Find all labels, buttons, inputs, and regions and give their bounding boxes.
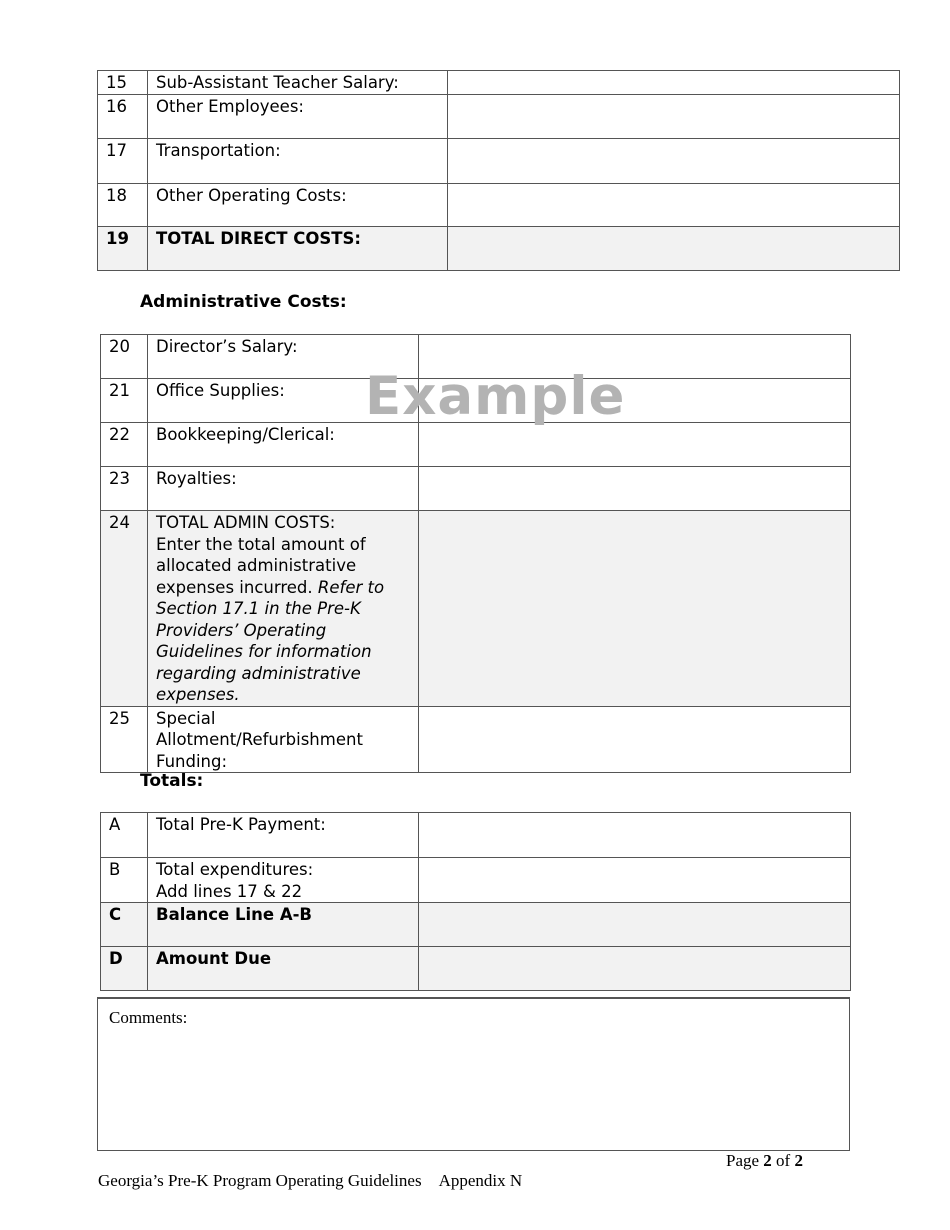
- row-label: [148, 858, 419, 903]
- row-label: Bookkeeping/Clerical:: [148, 423, 419, 467]
- amount-field[interactable]: [448, 226, 900, 270]
- table-row: [98, 138, 900, 183]
- doc-title: Georgia’s Pre-K Program Operating Guidelines: [98, 1171, 422, 1190]
- row-label: Royalties:: [148, 467, 419, 511]
- totals-heading: Totals:: [140, 771, 204, 791]
- table-row: [101, 813, 851, 858]
- total-expenditures-note: Add lines 17 & 22: [156, 881, 303, 901]
- row-label: Special Allotment/Refurbishment Funding:: [148, 706, 419, 773]
- table-row: [101, 467, 851, 511]
- amount-field[interactable]: [419, 947, 851, 991]
- row-number: 21: [101, 379, 148, 423]
- row-label: Other Employees:: [148, 94, 448, 138]
- total-admin-reference: Refer to Section 17.1 in the Pre-K Providers’ Operating Guidelines for information regarding administrative expenses.: [156, 577, 385, 704]
- row-letter: C: [101, 903, 148, 947]
- table-row: [101, 423, 851, 467]
- amount-field[interactable]: [448, 94, 900, 138]
- watermark: Example: [365, 366, 626, 427]
- row-number: 25: [101, 706, 148, 773]
- row-label: Total Pre-K Payment:: [148, 813, 419, 858]
- table-row: [98, 226, 900, 270]
- row-number: 16: [98, 94, 148, 138]
- row-number: 18: [98, 183, 148, 226]
- row-number: 20: [101, 335, 148, 379]
- appendix-label: Appendix N: [438, 1171, 523, 1190]
- row-number: 19: [98, 226, 148, 270]
- row-label: Director’s Salary:: [148, 335, 419, 379]
- table-row: [101, 858, 851, 903]
- row-label: TOTAL DIRECT COSTS:: [148, 226, 448, 270]
- row-label: Other Operating Costs:: [148, 183, 448, 226]
- row-label: Office Supplies:: [148, 379, 419, 423]
- table-row: [98, 94, 900, 138]
- table-row: [101, 511, 851, 707]
- amount-field[interactable]: [448, 138, 900, 183]
- row-number: 22: [101, 423, 148, 467]
- row-number: 17: [98, 138, 148, 183]
- total-admin-instructions: Enter the total amount of allocated administrative expenses incurred.: [156, 534, 366, 597]
- row-letter: A: [101, 813, 148, 858]
- row-label: Transportation:: [148, 138, 448, 183]
- comments-label: Comments:: [109, 1008, 188, 1027]
- table-row: [98, 71, 900, 95]
- table-row: [101, 903, 851, 947]
- amount-field[interactable]: [419, 706, 851, 773]
- row-label: [148, 511, 419, 707]
- row-label: Sub-Assistant Teacher Salary:: [148, 71, 448, 95]
- amount-field[interactable]: [419, 511, 851, 707]
- amount-field[interactable]: [419, 813, 851, 858]
- row-number: 23: [101, 467, 148, 511]
- page-word: Page: [726, 1151, 760, 1170]
- page-current: 2: [763, 1151, 772, 1170]
- amount-field[interactable]: [419, 423, 851, 467]
- admin-costs-heading: Administrative Costs:: [140, 292, 347, 312]
- row-number: 15: [98, 71, 148, 95]
- table-row: [101, 947, 851, 991]
- totals-table: [100, 812, 851, 991]
- amount-field[interactable]: [419, 467, 851, 511]
- page-of: of: [776, 1151, 791, 1170]
- page-total: 2: [794, 1151, 803, 1170]
- page-number: [726, 1151, 803, 1171]
- amount-field[interactable]: [448, 71, 900, 95]
- amount-field[interactable]: [419, 903, 851, 947]
- table-row: [98, 183, 900, 226]
- footer-title: [98, 1171, 522, 1191]
- row-label: Amount Due: [148, 947, 419, 991]
- amount-field[interactable]: [419, 858, 851, 903]
- total-expenditures-label: Total expenditures:: [156, 860, 314, 879]
- comments-box[interactable]: [97, 997, 850, 1151]
- direct-costs-table: [97, 70, 900, 271]
- row-label: Balance Line A-B: [148, 903, 419, 947]
- row-number: 24: [101, 511, 148, 707]
- row-letter: D: [101, 947, 148, 991]
- table-row: [101, 706, 851, 773]
- total-admin-label: TOTAL ADMIN COSTS:: [156, 513, 336, 532]
- amount-field[interactable]: [448, 183, 900, 226]
- row-letter: B: [101, 858, 148, 903]
